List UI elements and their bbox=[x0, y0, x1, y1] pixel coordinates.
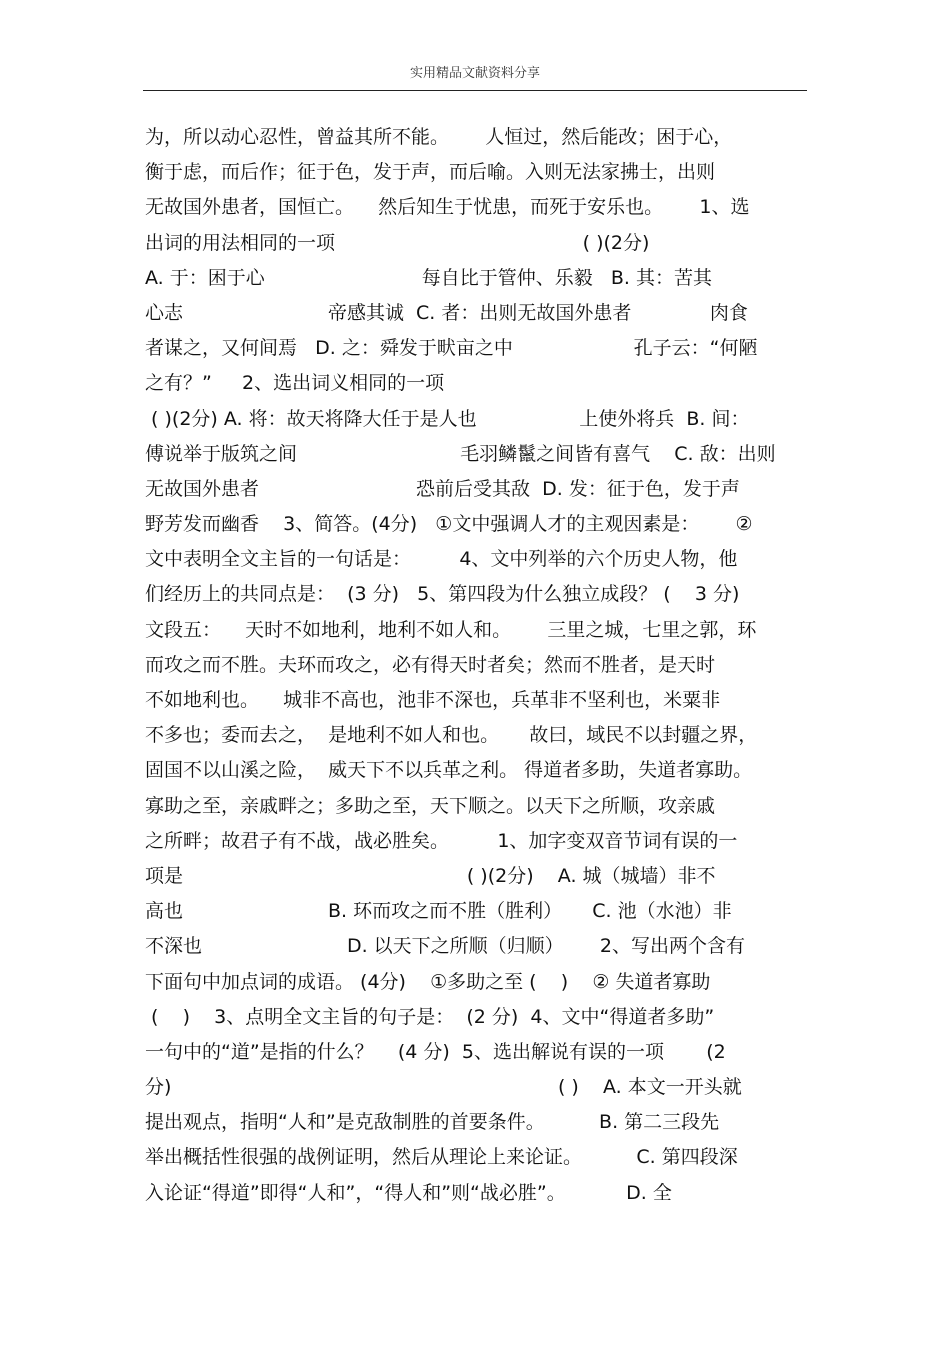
text-line: 不如地利也。 城非不高也，池非不深也，兵革非不坚利也，米粟非 bbox=[145, 689, 721, 711]
text-line: 不多也；委而去之， 是地利不如人和也。 故曰，域民不以封疆之界， bbox=[145, 724, 758, 747]
page-header: 实用精品文献资料分享 bbox=[409, 66, 540, 81]
text-line: 不深也 D. 以天下之所顺（归顺） 2、写出两个含有 bbox=[145, 935, 745, 958]
text-line: 高也 B. 环而攻之而不胜（胜利） C. 池（水池）非 bbox=[145, 900, 732, 923]
text-line: A. 于：困于心 每自比于管仲、乐毅 B. 其：苦其 bbox=[145, 266, 713, 289]
text-line: 心志 帝感其诚 C. 者：出则无故国外患者 肉食 bbox=[145, 301, 748, 324]
text-line: 傅说举于版筑之间 毛羽鳞鬣之间皆有喜气 C. 敌：出则 bbox=[145, 442, 776, 465]
text-line: 之有？” 2、选出词义相同的一项 bbox=[145, 372, 445, 395]
text-line: 提出观点，指明“人和”是克敌制胜的首要条件。 B. 第二三段先 bbox=[145, 1111, 720, 1134]
text-line: 举出概括性很强的战例证明，然后从理论上来论证。 C. 第四段深 bbox=[145, 1146, 738, 1169]
text-line: 们经历上的共同点是： (3 分) 5、第四段为什么独立成段？ ( 3 分) bbox=[145, 583, 740, 606]
text-line: 而攻之而不胜。夫环而攻之，必有得天时者矣；然而不胜者，是天时 bbox=[145, 653, 716, 676]
text-line: 之所畔；故君子有不战，战必胜矣。 1、加字变双音节词有误的一 bbox=[145, 829, 738, 852]
text-line: 者谋之，又何间焉 D. 之：舜发于畎亩之中 孔子云：“何陋 bbox=[145, 337, 758, 360]
text-line: 为，所以动心忍性，曾益其所不能。 人恒过，然后能改；困于心， bbox=[145, 126, 733, 148]
text-line: 固国不以山溪之险， 威天下不以兵革之利。 得道者多助，失道者寡助。 bbox=[145, 759, 753, 782]
text-line: 衡于虑，而后作；征于色，发于声，而后喻。入则无法家拂士，出则 bbox=[145, 161, 716, 184]
text-line: 无故国外患者 恐前后受其敌 D. 发：征于色，发于声 bbox=[145, 477, 740, 500]
text-line: 一句中的“道”是指的什么？ (4 分) 5、选出解说有误的一项 (2 bbox=[145, 1040, 726, 1063]
text-line: 野芳发而幽香 3、简答。(4分) ①文中强调人才的主观因素是： ② bbox=[145, 513, 753, 536]
text-line: 文段五： 天时不如地利，地利不如人和。 三里之城，七里之郭，环 bbox=[145, 618, 757, 641]
text-line: 无故国外患者，国恒亡。 然后知生于忧患，而死于安乐也。 1、选 bbox=[145, 196, 750, 219]
text-line: 入论证“得道”即得“人和”，“得人和”则“战必胜”。 D. 全 bbox=[145, 1181, 672, 1204]
document-body bbox=[145, 120, 805, 1211]
text-line: 文中表明全文主旨的一句话是： 4、文中列举的六个历史人物，他 bbox=[145, 548, 738, 571]
text-line: ( ) 3、点明全文主旨的句子是： (2 分) 4、文中“得道者多助” bbox=[145, 1005, 715, 1028]
text-line: 出词的用法相同的一项 ( )(2分) bbox=[145, 231, 650, 254]
text-line: 寡助之至，亲戚畔之；多助之至，天下顺之。以天下之所顺，攻亲戚 bbox=[145, 794, 716, 817]
text-line: 项是 ( )(2分) A. 城（城墙）非不 bbox=[145, 864, 716, 887]
text-line: 分) ( ) A. 本文一开头就 bbox=[145, 1076, 742, 1099]
header-rule bbox=[143, 90, 807, 91]
text-line: 下面句中加点词的成语。 (4分) ①多助之至 ( ) ② 失道者寡助 bbox=[145, 970, 711, 993]
text-line: ( )(2分) A. 将：故天将降大任于是人也 上使外将兵 B. 间： bbox=[145, 407, 750, 430]
